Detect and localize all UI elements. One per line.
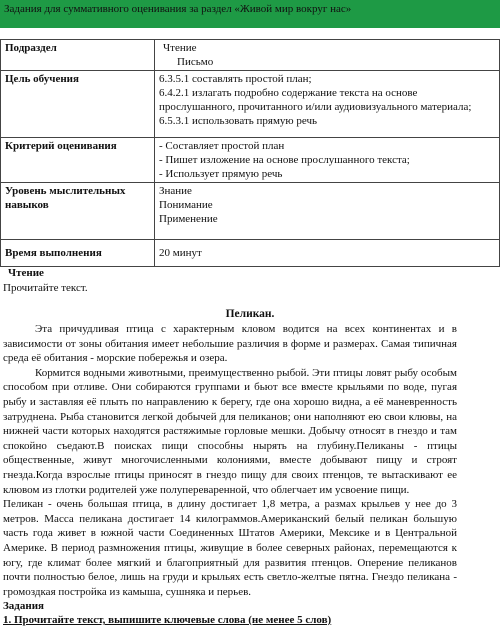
value-line: 6.5.3.1 использовать прямую речь [159, 115, 318, 127]
value-line: 20 минут [159, 247, 202, 259]
row-value [155, 71, 500, 138]
text-title: Пеликан. [225, 308, 275, 320]
tasks-heading: Задания [3, 600, 44, 612]
value-line: - Составляет простой план [159, 140, 285, 152]
row-label: Подраздел [1, 40, 155, 71]
value-line: Письмо [177, 56, 214, 68]
table-row-subsection [1, 40, 500, 71]
row-label: Уровень мыслительных навыков [1, 183, 155, 240]
table-row-learning-goal [1, 71, 500, 138]
instruction: Прочитайте текст. [3, 282, 88, 294]
value-line: Чтение [163, 42, 197, 54]
assessment-info-table [0, 39, 500, 267]
paragraph: Пеликан - очень большая птица, в длину достигает 1,8 метра, а размах крыльев у нее до 3 метров. Масса пеликана достигает 14 килограммов.Американский белый пеликан большую часть года живет в южной части Соединенных Штатов Америки, Мексике и в Центральной Америке. В период размножения птицы, живущие в более северных районах, перемещаются к югу, где климат более мягкий и благоприятный для развития птенцов. Оперение пеликанов почти полностью белое, лишь на груди и крыльях есть светло-желтые пятна. Гнездо пеликана - громоздкая постройка из камыша, сушняка и перьев. [3, 498, 457, 598]
banner-title: Задания для суммативного оценивания за раздел «Живой мир вокруг нас» [0, 0, 500, 28]
value-line: Применение [159, 213, 218, 225]
value-line: - Использует прямую речь [159, 168, 283, 180]
row-label: Время выполнения [1, 240, 155, 267]
row-value [155, 138, 500, 183]
task-item: 1. Прочитайте текст, выпишите ключевые слова (не менее 5 слов) [3, 614, 332, 626]
row-value [155, 183, 500, 240]
section-heading: Чтение [8, 267, 44, 279]
value-line: 6.3.5.1 составлять простой план; [159, 73, 312, 85]
value-line: - Пишет изложение на основе прослушанного текста; [159, 154, 410, 166]
table-row-criteria [1, 138, 500, 183]
row-value [155, 40, 500, 71]
row-label: Критерий оценивания [1, 138, 155, 183]
table-row-duration [1, 240, 500, 267]
row-label: Цель обучения [1, 71, 155, 138]
value-line: 6.4.2.1 излагать подробно содержание текста на основе прослушанного, прочитанного и/или аудиовизуального материала; [159, 87, 472, 113]
value-line: Понимание [159, 199, 213, 211]
row-value [155, 240, 500, 267]
value-line: Знание [159, 185, 192, 197]
reading-text [3, 322, 457, 599]
table-row-thinking-level [1, 183, 500, 240]
paragraph: Кормится водными животными, преимущественно рыбой. Эти птицы ловят рыбу особым способом при отливе. Они собираются группами и бьют все вместе крыльями по воде, пугая рыбу и заставляя её плыть по направлению к берегу, где она хорошо видна, а её маневренность затруднена. Рыба становится легкой добычей для пеликанов; они наполняют ею свои клювы, на нижней части которых находятся растяжимые горловые мешки. Добычу относят в гнездо и там спокойно съедают.В поисках пищи способны нырять на глубину.Пеликаны - птицы общественные, живут многочисленными колониями, вместе добывают пищу и строят гнезда.Когда взрослые птицы приносят в гнездо пищу для своих птенцов, те вытаскивают ее клювом из глотки родителей уже полупереваренной, что облегчает им усвоение пищи. [3, 366, 457, 496]
paragraph: Эта причудливая птица с характерным кловом водится на всех континентах и в зависимости от зоны обитания имеет небольшие различия в форме и размерах. Самая типичная среда её обитания - морские побережья и озера. [3, 323, 457, 365]
